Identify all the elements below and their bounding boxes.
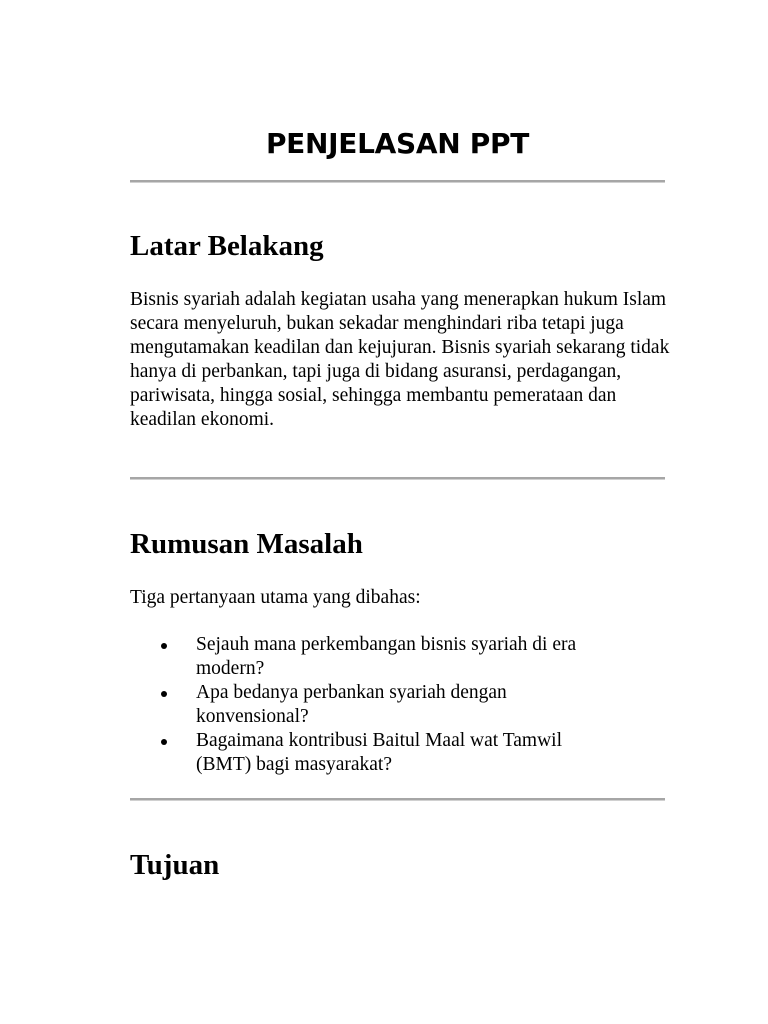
bullet-icon [161, 691, 167, 697]
list-item-text: Sejauh mana perkembangan bisnis syariah di era modern? [196, 634, 577, 679]
list-item [130, 681, 596, 729]
document-title: PENJELASAN PPT [265, 127, 530, 160]
bullet-icon [161, 643, 167, 649]
list-item [130, 729, 596, 777]
list-item-text: Bagaimana kontribusi Baitul Maal wat Tamwil (BMT) bagi masyarakat? [196, 730, 562, 775]
list-item [130, 633, 596, 681]
section-heading-tujuan: Tujuan [130, 849, 220, 881]
horizontal-rule [130, 477, 665, 480]
section-heading-latar-belakang: Latar Belakang [130, 230, 324, 262]
bullet-icon [161, 739, 167, 745]
paragraph-latar-belakang: Bisnis syariah adalah kegiatan usaha yang menerapkan hukum Islam secara menyeluruh, bukan sekadar menghindari riba tetapi juga mengutamakan keadilan dan kejujuran. Bisnis syariah sekarang tidak hanya di perbankan, tapi juga di bidang asuransi, perdagangan, pariwisata, hingga sosial, sehingga membantu pemerataan dan keadilan ekonomi. [130, 289, 670, 430]
horizontal-rule [130, 798, 665, 801]
question-list [130, 633, 665, 777]
paragraph-rumusan-intro: Tiga pertanyaan utama yang dibahas: [130, 587, 421, 608]
section-heading-rumusan-masalah: Rumusan Masalah [130, 528, 363, 560]
horizontal-rule [130, 180, 665, 183]
list-item-text: Apa bedanya perbankan syariah dengan konvensional? [196, 682, 507, 727]
